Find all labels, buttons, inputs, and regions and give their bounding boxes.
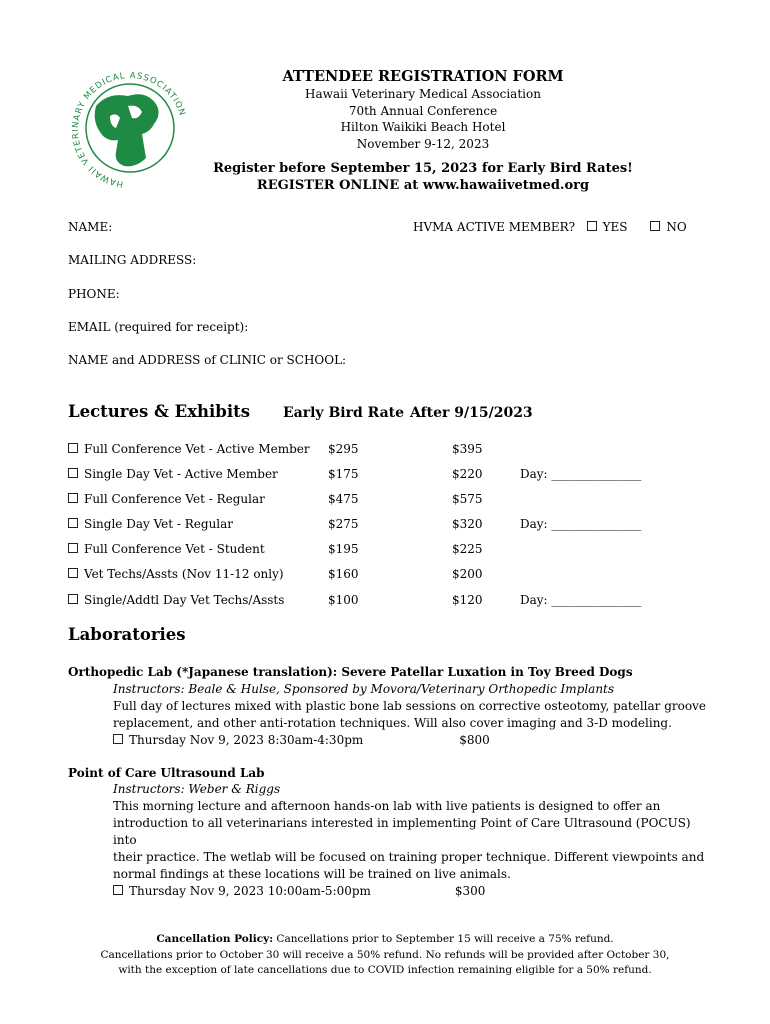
checkbox[interactable] (68, 518, 78, 528)
checkbox[interactable] (68, 443, 78, 453)
lecture-row (68, 516, 708, 532)
pocus-price: $300 (454, 884, 486, 898)
ortho-description: replacement, and other anti-rotation techniques. Will also cover imaging and 3-D modeling. (113, 716, 672, 730)
conference-name: 70th Annual Conference (348, 103, 498, 118)
pocus-instructors: Instructors: Weber & Riggs (113, 782, 281, 796)
lecture-row (68, 441, 708, 457)
lecture-row (68, 491, 708, 507)
lecture-option[interactable] (68, 491, 265, 507)
option-label: Full Conference Vet - Regular (84, 492, 265, 506)
pocus-description: their practice. The wetlab will be focused on training proper technique. Different viewpoints and (113, 850, 705, 864)
logo-text: HAWAII VETERINARY MEDICAL ASSOCIATION (70, 70, 188, 189)
mailing-address-field-label[interactable]: MAILING ADDRESS: (68, 253, 197, 267)
lecture-option[interactable] (68, 441, 310, 457)
option-label: Full Conference Vet - Student (84, 542, 265, 556)
regular-price: $320 (452, 517, 483, 531)
option-label: Single/Addtl Day Vet Techs/Assts (84, 593, 285, 607)
lecture-row (68, 592, 708, 608)
lecture-row (68, 466, 708, 482)
lecture-option[interactable] (68, 516, 233, 532)
lectures-section-title: Lectures & Exhibits (68, 402, 251, 421)
pocus-schedule: Thursday Nov 9, 2023 10:00am-5:00pm (129, 884, 371, 898)
name-field-label[interactable]: NAME: (68, 220, 113, 234)
early-bird-price: $195 (328, 542, 359, 556)
form-header (200, 68, 646, 194)
option-label: Full Conference Vet - Active Member (84, 442, 310, 456)
lecture-row (68, 541, 708, 557)
early-bird-price: $475 (328, 492, 359, 506)
cancellation-line: with the exception of late cancellations due to COVID infection remaining eligible for a 50% refund. (118, 964, 652, 976)
checkbox[interactable] (113, 734, 123, 744)
ortho-schedule-option[interactable] (113, 732, 708, 749)
cancellation-policy (60, 932, 710, 979)
email-field-label[interactable]: EMAIL (required for receipt): (68, 320, 249, 334)
early-bird-deadline: Register before September 15, 2023 for Early Bird Rates! (213, 161, 633, 176)
early-bird-price: $175 (328, 467, 359, 481)
cancellation-label: Cancellation Policy: (156, 933, 274, 945)
cancellation-line: Cancellations prior to October 30 will receive a 50% refund. No refunds will be provided after October 30, (100, 948, 670, 961)
member-label: HVMA ACTIVE MEMBER? (413, 220, 576, 234)
register-online: REGISTER ONLINE at www.hawaiivetmed.org (256, 178, 590, 193)
option-label: Single Day Vet - Active Member (84, 467, 278, 481)
checkbox[interactable] (68, 543, 78, 553)
ortho-instructors: Instructors: Beale & Hulse, Sponsored by Movora/Veterinary Orthopedic Implants (113, 682, 615, 696)
clinic-field-label[interactable]: NAME and ADDRESS of CLINIC or SCHOOL: (68, 353, 347, 367)
ortho-description: Full day of lectures mixed with plastic bone lab sessions on corrective osteotomy, patellar groove (113, 699, 706, 713)
lecture-option[interactable] (68, 592, 284, 608)
yes-checkbox[interactable] (587, 221, 597, 231)
conference-dates: November 9-12, 2023 (356, 136, 490, 151)
early-bird-price: $295 (328, 442, 359, 456)
lecture-row (68, 566, 708, 582)
phone-field-label[interactable]: PHONE: (68, 287, 120, 301)
regular-price: $120 (452, 593, 483, 607)
pocus-description: normal findings at these locations will be trained on live animals. (113, 867, 511, 881)
cancellation-line: Cancellations prior to September 15 will receive a 75% refund. (276, 933, 614, 945)
lecture-option[interactable] (68, 466, 278, 482)
pocus-description: introduction to all veterinarians interested in implementing Point of Care Ultrasound (POCUS) into (113, 816, 691, 847)
checkbox[interactable] (68, 493, 78, 503)
ortho-lab-title: Orthopedic Lab (*Japanese translation): Severe Patellar Luxation in Toy Breed Dogs (68, 665, 633, 679)
no-label: NO (666, 220, 687, 234)
lecture-option[interactable] (68, 541, 265, 557)
pocus-description: This morning lecture and afternoon hands-on lab with live patients is designed to offer an (113, 799, 661, 813)
day-field[interactable]: Day: _______________ (520, 517, 642, 531)
early-bird-price: $100 (328, 593, 359, 607)
early-bird-price: $275 (328, 517, 359, 531)
option-label: Vet Techs/Assts (Nov 11-12 only) (84, 567, 284, 581)
option-label: Single Day Vet - Regular (84, 517, 234, 531)
regular-price: $220 (452, 467, 483, 481)
early-bird-column-header: Early Bird Rate (283, 405, 405, 421)
pocus-lab-details (113, 781, 708, 900)
checkbox[interactable] (68, 568, 78, 578)
day-field[interactable]: Day: _______________ (520, 593, 642, 607)
ortho-lab-details (113, 681, 708, 749)
lecture-option[interactable] (68, 566, 284, 582)
hvma-logo (66, 66, 194, 190)
yes-label: YES (602, 220, 628, 234)
association-name: Hawaii Veterinary Medical Association (305, 87, 541, 101)
after-date-column-header: After 9/15/2023 (410, 405, 533, 421)
day-field[interactable]: Day: _______________ (520, 467, 642, 481)
regular-price: $575 (452, 492, 483, 506)
regular-price: $225 (452, 542, 483, 556)
regular-price: $395 (452, 442, 483, 456)
laboratories-section-title: Laboratories (68, 625, 186, 644)
checkbox[interactable] (68, 594, 78, 604)
ortho-schedule: Thursday Nov 9, 2023 8:30am-4:30pm (129, 733, 364, 747)
regular-price: $200 (452, 567, 483, 581)
form-title: ATTENDEE REGISTRATION FORM (282, 68, 564, 85)
venue: Hilton Waikiki Beach Hotel (340, 120, 506, 134)
pocus-schedule-option[interactable] (113, 883, 708, 900)
no-checkbox[interactable] (650, 221, 660, 231)
checkbox[interactable] (68, 468, 78, 478)
member-question (413, 220, 687, 234)
ortho-price: $800 (459, 733, 490, 747)
early-bird-notice (200, 160, 646, 194)
pocus-lab-title: Point of Care Ultrasound Lab (68, 766, 265, 780)
early-bird-price: $160 (328, 567, 359, 581)
checkbox[interactable] (113, 885, 123, 895)
